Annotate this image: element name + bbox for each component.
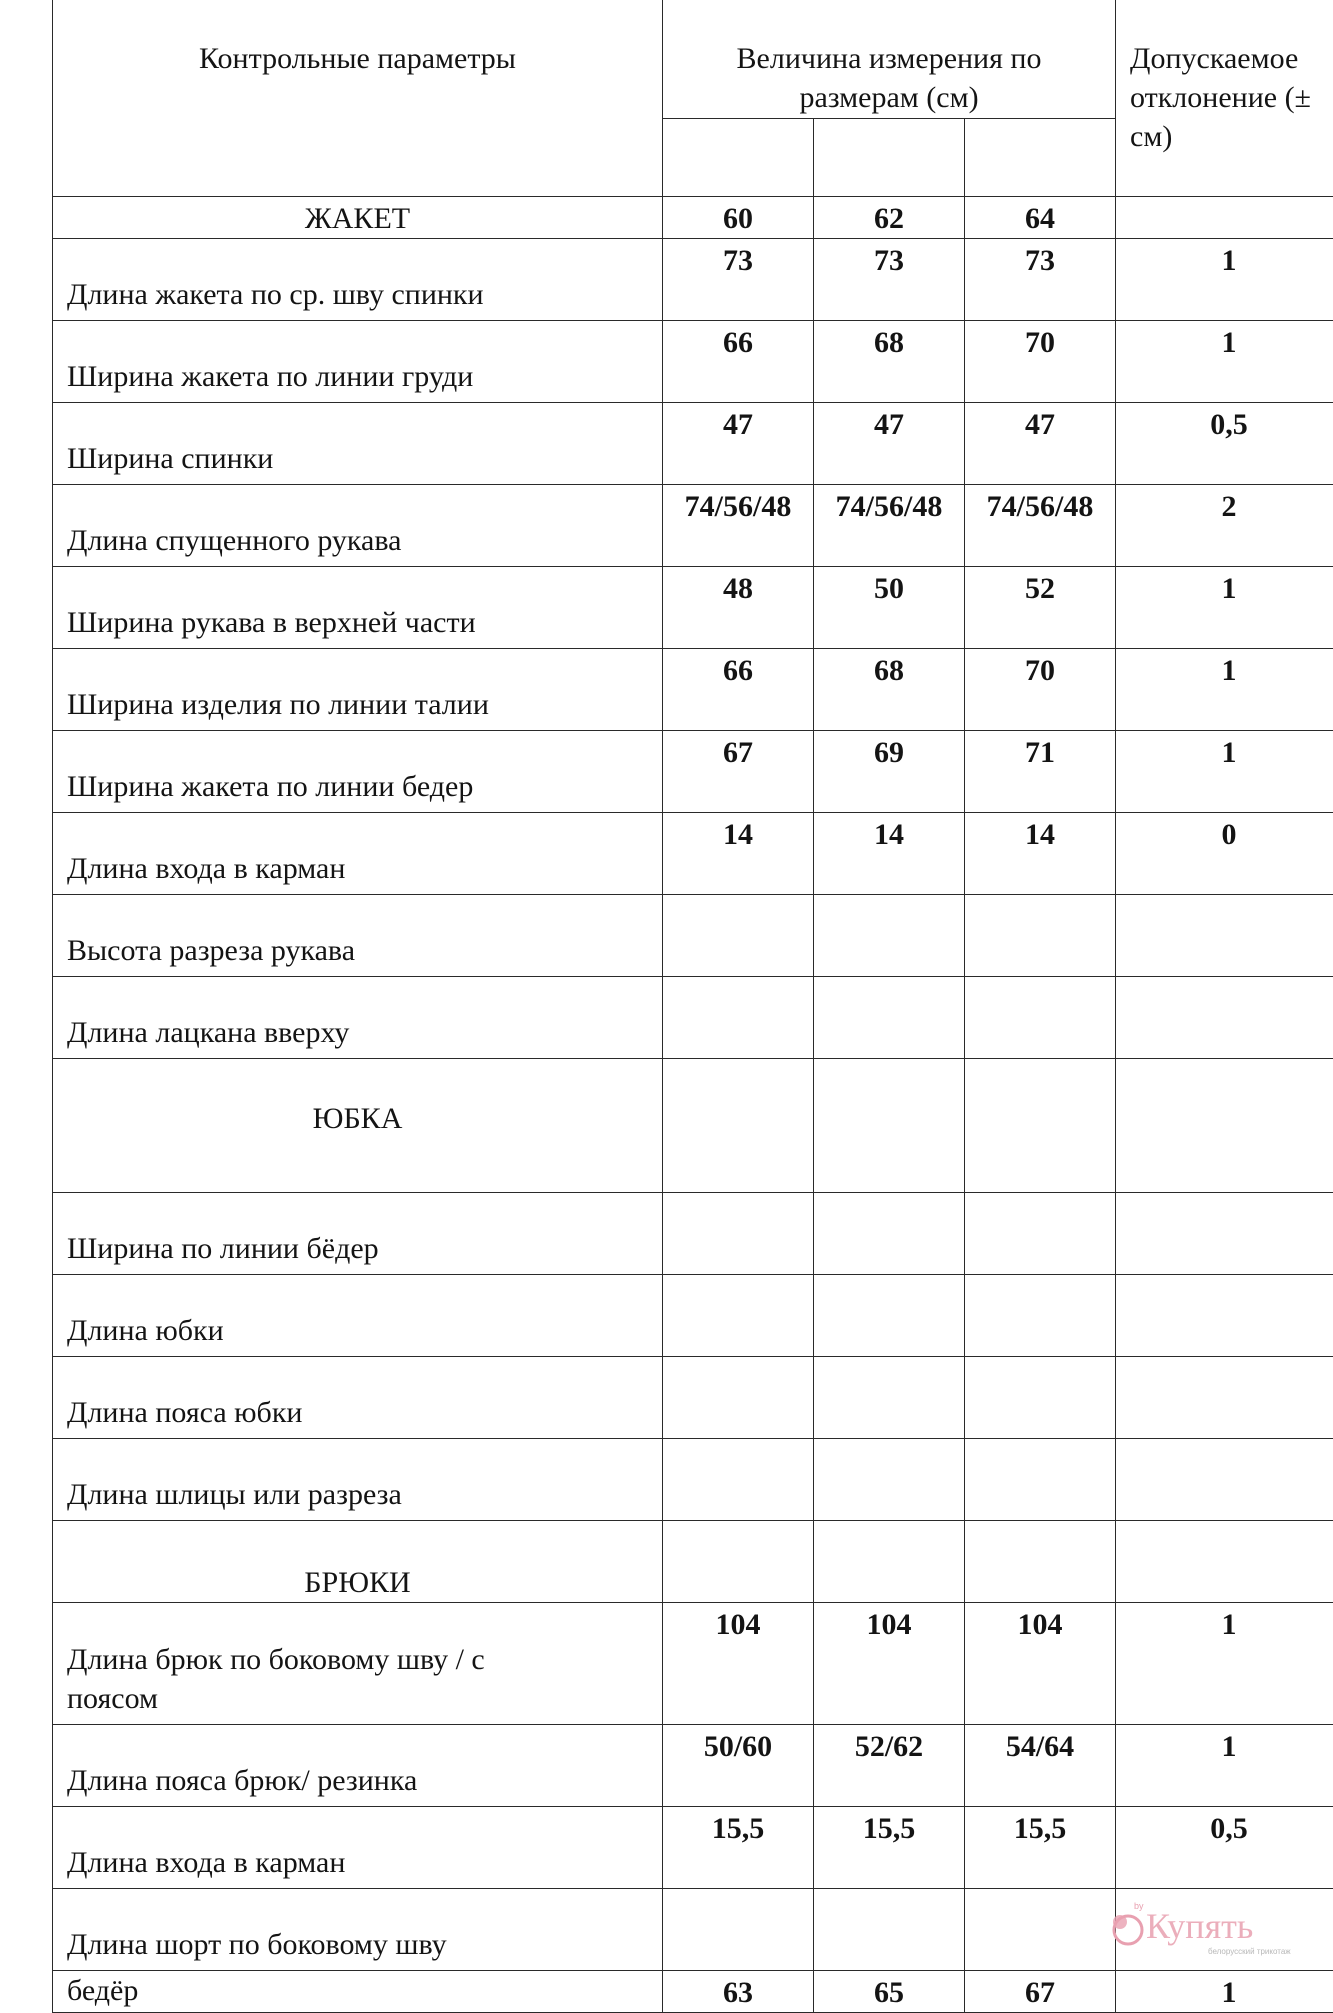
- label-cell: [53, 239, 663, 321]
- value-cell: [965, 1193, 1115, 1195]
- row-label: Ширина жакета по линии груди: [67, 357, 654, 396]
- value-td: [814, 239, 965, 321]
- value-td: [663, 1725, 814, 1807]
- value-td: [814, 649, 965, 731]
- tolerance-td: [1116, 1439, 1333, 1521]
- value-td: [814, 1725, 965, 1807]
- value-cell: [663, 1275, 813, 1277]
- jacket-section-row: [53, 197, 1333, 239]
- table-row: [53, 977, 1333, 1059]
- value-td: [965, 1971, 1116, 2013]
- tolerance-cell: 1: [1116, 1971, 1333, 2012]
- label-cell: [53, 1889, 663, 1971]
- tolerance-td: [1116, 1275, 1333, 1357]
- row-label: Длина жакета по ср. шву спинки: [67, 275, 654, 314]
- header-empty-cell: [965, 119, 1116, 197]
- label-cell: [53, 485, 663, 567]
- tolerance-td: [1116, 1603, 1333, 1725]
- trousers-section-title: БРЮКИ: [53, 1563, 662, 1602]
- value-td: [663, 321, 814, 403]
- value-cell: 74/56/48: [965, 485, 1115, 526]
- value-td: [965, 403, 1116, 485]
- value-cell: 66: [663, 321, 813, 362]
- trousers-section-row: [53, 1521, 1333, 1603]
- value-td: [814, 403, 965, 485]
- value-td: [663, 239, 814, 321]
- value-td: [663, 1971, 814, 2013]
- value-cell: 14: [663, 813, 813, 854]
- value-cell: 47: [663, 403, 813, 444]
- value-td: [663, 731, 814, 813]
- table-row: [53, 1357, 1333, 1439]
- value-td: [663, 1193, 814, 1275]
- value-cell: [814, 895, 964, 897]
- empty-cell: [663, 1059, 814, 1193]
- tolerance-cell: 0,5: [1116, 1807, 1333, 1848]
- size-cell: 60: [663, 197, 813, 238]
- header-tolerance-line1: Допускаемое: [1130, 39, 1333, 78]
- value-cell: [814, 1193, 964, 1195]
- size-measurement-table: [52, 0, 1333, 2013]
- label-cell: [53, 1275, 663, 1357]
- value-td: [965, 977, 1116, 1059]
- value-td: [814, 1439, 965, 1521]
- value-cell: 14: [965, 813, 1115, 854]
- table-row: [53, 895, 1333, 977]
- label-cell: [53, 1603, 663, 1725]
- value-td: [663, 649, 814, 731]
- value-cell: [965, 1275, 1115, 1277]
- table-row: [53, 403, 1333, 485]
- table-row: [53, 567, 1333, 649]
- value-cell: 52: [965, 567, 1115, 608]
- value-cell: [663, 1889, 813, 1891]
- row-label: Длина шлицы или разреза: [67, 1475, 654, 1514]
- value-cell: [663, 977, 813, 979]
- value-cell: 73: [814, 239, 964, 280]
- value-cell: 70: [965, 649, 1115, 690]
- header-measure-cell: [663, 0, 1116, 119]
- row-label: Длина входа в карман: [67, 1843, 654, 1882]
- table-row: [53, 1807, 1333, 1889]
- row-label: Ширина изделия по линии талии: [67, 685, 654, 724]
- header-tolerance-line3: см): [1130, 117, 1333, 156]
- value-td: [814, 813, 965, 895]
- label-cell: [53, 567, 663, 649]
- tolerance-td: [1116, 321, 1333, 403]
- tolerance-cell: 1: [1116, 239, 1333, 280]
- tolerance-cell: 0,5: [1116, 403, 1333, 444]
- label-cell: [53, 1971, 663, 2013]
- header-empty-cell: [814, 119, 965, 197]
- table-row: [53, 1439, 1333, 1521]
- header-measure-line1: Величина измерения по: [663, 39, 1115, 78]
- tolerance-td: [1116, 1193, 1333, 1275]
- tolerance-cell: 1: [1116, 649, 1333, 690]
- header-parameters: Контрольные параметры: [53, 0, 662, 78]
- value-cell: 50/60: [663, 1725, 813, 1766]
- empty-cell: [814, 1059, 965, 1193]
- value-td: [814, 977, 965, 1059]
- tolerance-cell: 1: [1116, 567, 1333, 608]
- value-cell: [814, 1439, 964, 1441]
- value-td: [663, 1357, 814, 1439]
- tolerance-cell: [1116, 1357, 1333, 1359]
- value-td: [663, 1807, 814, 1889]
- tolerance-td: [1116, 567, 1333, 649]
- value-td: [663, 977, 814, 1059]
- tolerance-cell: [1116, 1889, 1333, 1891]
- empty-cell: [663, 1521, 814, 1603]
- tolerance-cell: [1116, 1439, 1333, 1441]
- value-td: [814, 1807, 965, 1889]
- value-cell: 48: [663, 567, 813, 608]
- tolerance-cell: 1: [1116, 1603, 1333, 1644]
- value-cell: 47: [814, 403, 964, 444]
- row-label: Ширина рукава в верхней части: [67, 603, 654, 642]
- value-cell: [965, 1889, 1115, 1891]
- table-row: [53, 1603, 1333, 1725]
- label-cell: [53, 731, 663, 813]
- section-label-cell: [53, 1059, 663, 1193]
- tolerance-td: [1116, 485, 1333, 567]
- value-cell: [814, 1275, 964, 1277]
- value-td: [965, 1357, 1116, 1439]
- header-parameters-cell: [53, 0, 663, 197]
- tolerance-cell: [1116, 977, 1333, 979]
- value-td: [814, 1357, 965, 1439]
- value-cell: [663, 1439, 813, 1441]
- value-cell: [965, 977, 1115, 979]
- label-cell: [53, 895, 663, 977]
- value-td: [814, 1193, 965, 1275]
- row-label: Длина входа в карман: [67, 849, 654, 888]
- table-row: [53, 485, 1333, 567]
- value-td: [663, 485, 814, 567]
- jacket-section-title: ЖАКЕТ: [53, 197, 662, 238]
- value-cell: 67: [965, 1971, 1115, 2012]
- row-label: бедёр: [67, 1971, 654, 2010]
- row-label: Длина брюк по боковому шву / с: [67, 1640, 654, 1679]
- value-td: [965, 1725, 1116, 1807]
- row-label: Длина шорт по боковому шву: [67, 1925, 654, 1964]
- value-td: [965, 1193, 1116, 1275]
- label-cell: [53, 813, 663, 895]
- logo-tagline: белорусский трикотаж: [1208, 1947, 1291, 1956]
- value-cell: 52/62: [814, 1725, 964, 1766]
- value-cell: 66: [663, 649, 813, 690]
- row-label: Ширина жакета по линии бедер: [67, 767, 654, 806]
- label-cell: [53, 977, 663, 1059]
- value-cell: 63: [663, 1971, 813, 2012]
- label-cell: [53, 321, 663, 403]
- table-row: [53, 813, 1333, 895]
- value-td: [965, 649, 1116, 731]
- value-cell: 73: [965, 239, 1115, 280]
- header-tolerance-cell: [1116, 0, 1333, 197]
- tolerance-cell: 1: [1116, 731, 1333, 772]
- value-cell: 68: [814, 321, 964, 362]
- row-label: Высота разреза рукава: [67, 931, 654, 970]
- tolerance-td: [1116, 403, 1333, 485]
- tolerance-td: [1116, 239, 1333, 321]
- section-label-cell: [53, 1521, 663, 1603]
- value-td: [814, 1275, 965, 1357]
- value-cell: [814, 977, 964, 979]
- value-cell: 54/64: [965, 1725, 1115, 1766]
- tolerance-td: [1116, 813, 1333, 895]
- value-td: [814, 485, 965, 567]
- value-cell: [965, 1357, 1115, 1359]
- table-row: [53, 239, 1333, 321]
- label-cell: [53, 1357, 663, 1439]
- tolerance-cell: 0: [1116, 813, 1333, 854]
- logo-badge: by: [1134, 1901, 1144, 1911]
- tolerance-cell: 2: [1116, 485, 1333, 526]
- header-empty-cell: [663, 119, 814, 197]
- value-td: [965, 1275, 1116, 1357]
- empty-cell: [1116, 1059, 1333, 1193]
- tolerance-cell: [1116, 1193, 1333, 1195]
- label-cell: [53, 403, 663, 485]
- table-row: [53, 321, 1333, 403]
- row-label: Ширина спинки: [67, 439, 654, 478]
- value-td: [663, 567, 814, 649]
- kupyat-logo: [1090, 1900, 1310, 1960]
- label-cell: [53, 649, 663, 731]
- size-cell: 64: [965, 197, 1115, 238]
- value-td: [663, 1439, 814, 1521]
- value-cell: 104: [965, 1603, 1115, 1644]
- value-cell: [965, 1439, 1115, 1441]
- value-td: [965, 567, 1116, 649]
- row-label: Ширина по линии бёдер: [67, 1229, 654, 1268]
- value-td: [814, 567, 965, 649]
- value-td: [814, 1971, 965, 2013]
- tolerance-td: [1116, 1971, 1333, 2013]
- empty-cell: [965, 1059, 1116, 1193]
- tolerance-cell: 1: [1116, 1725, 1333, 1766]
- value-td: [663, 895, 814, 977]
- size-cell: 62: [814, 197, 964, 238]
- value-cell: 74/56/48: [814, 485, 964, 526]
- value-cell: 71: [965, 731, 1115, 772]
- value-td: [814, 1603, 965, 1725]
- value-td: [965, 485, 1116, 567]
- value-td: [814, 321, 965, 403]
- row-label: Длина пояса юбки: [67, 1393, 654, 1432]
- value-td: [663, 403, 814, 485]
- value-td: [965, 1603, 1116, 1725]
- label-cell: [53, 1807, 663, 1889]
- table-row: [53, 649, 1333, 731]
- value-cell: [663, 1357, 813, 1359]
- value-td: [814, 1889, 965, 1971]
- row-label: Длина пояса брюк/ резинка: [67, 1761, 654, 1800]
- empty-cell: [814, 1521, 965, 1603]
- value-cell: 65: [814, 1971, 964, 2012]
- value-td: [965, 321, 1116, 403]
- label-cell: [53, 1725, 663, 1807]
- table-row: [53, 1193, 1333, 1275]
- label-cell: [53, 1193, 663, 1275]
- table-row: [53, 1725, 1333, 1807]
- value-cell: 73: [663, 239, 813, 280]
- value-cell: [663, 895, 813, 897]
- value-td: [965, 731, 1116, 813]
- tolerance-cell: 1: [1116, 321, 1333, 362]
- tolerance-td: [1116, 1807, 1333, 1889]
- empty-cell: [1116, 1521, 1333, 1603]
- value-td: [663, 1603, 814, 1725]
- value-cell: 104: [814, 1603, 964, 1644]
- value-cell: [814, 1889, 964, 1891]
- value-td: [814, 731, 965, 813]
- skirt-section-row: [53, 1059, 1333, 1193]
- logo-brand: Купять: [1146, 1906, 1253, 1946]
- value-cell: [814, 1357, 964, 1359]
- value-td: [965, 1439, 1116, 1521]
- tolerance-td: [1116, 895, 1333, 977]
- value-td: [663, 1889, 814, 1971]
- value-td: [814, 895, 965, 977]
- tolerance-td: [1116, 731, 1333, 813]
- value-td: [965, 813, 1116, 895]
- tolerance-cell: [1116, 895, 1333, 897]
- tolerance-td: [1116, 1725, 1333, 1807]
- tolerance-td: [1116, 977, 1333, 1059]
- value-cell: 47: [965, 403, 1115, 444]
- value-cell: [965, 895, 1115, 897]
- row-label: Длина лацкана вверху: [67, 1013, 654, 1052]
- value-cell: 14: [814, 813, 964, 854]
- table-row: [53, 1971, 1333, 2013]
- value-td: [965, 239, 1116, 321]
- tolerance-td: [1116, 649, 1333, 731]
- value-cell: 68: [814, 649, 964, 690]
- table-row: [53, 731, 1333, 813]
- value-cell: 69: [814, 731, 964, 772]
- value-cell: 15,5: [663, 1807, 813, 1848]
- label-cell: [53, 1439, 663, 1521]
- value-cell: 67: [663, 731, 813, 772]
- table-row: [53, 1275, 1333, 1357]
- tolerance-cell: [1116, 1275, 1333, 1277]
- value-cell: 74/56/48: [663, 485, 813, 526]
- value-td: [663, 813, 814, 895]
- value-cell: [663, 1193, 813, 1195]
- value-td: [965, 1807, 1116, 1889]
- tolerance-td: [1116, 1357, 1333, 1439]
- value-td: [663, 1275, 814, 1357]
- value-cell: 15,5: [814, 1807, 964, 1848]
- row-label: Длина юбки: [67, 1311, 654, 1350]
- header-tolerance-line2: отклонение (±: [1130, 78, 1333, 117]
- empty-cell: [965, 1521, 1116, 1603]
- value-cell: 70: [965, 321, 1115, 362]
- header-measure-line2: размерам (см): [663, 78, 1115, 117]
- skirt-section-title: ЮБКА: [53, 1099, 662, 1138]
- value-cell: 15,5: [965, 1807, 1115, 1848]
- row-label: поясом: [67, 1679, 654, 1718]
- value-td: [965, 895, 1116, 977]
- value-cell: 50: [814, 567, 964, 608]
- value-cell: 104: [663, 1603, 813, 1644]
- row-label: Длина спущенного рукава: [67, 521, 654, 560]
